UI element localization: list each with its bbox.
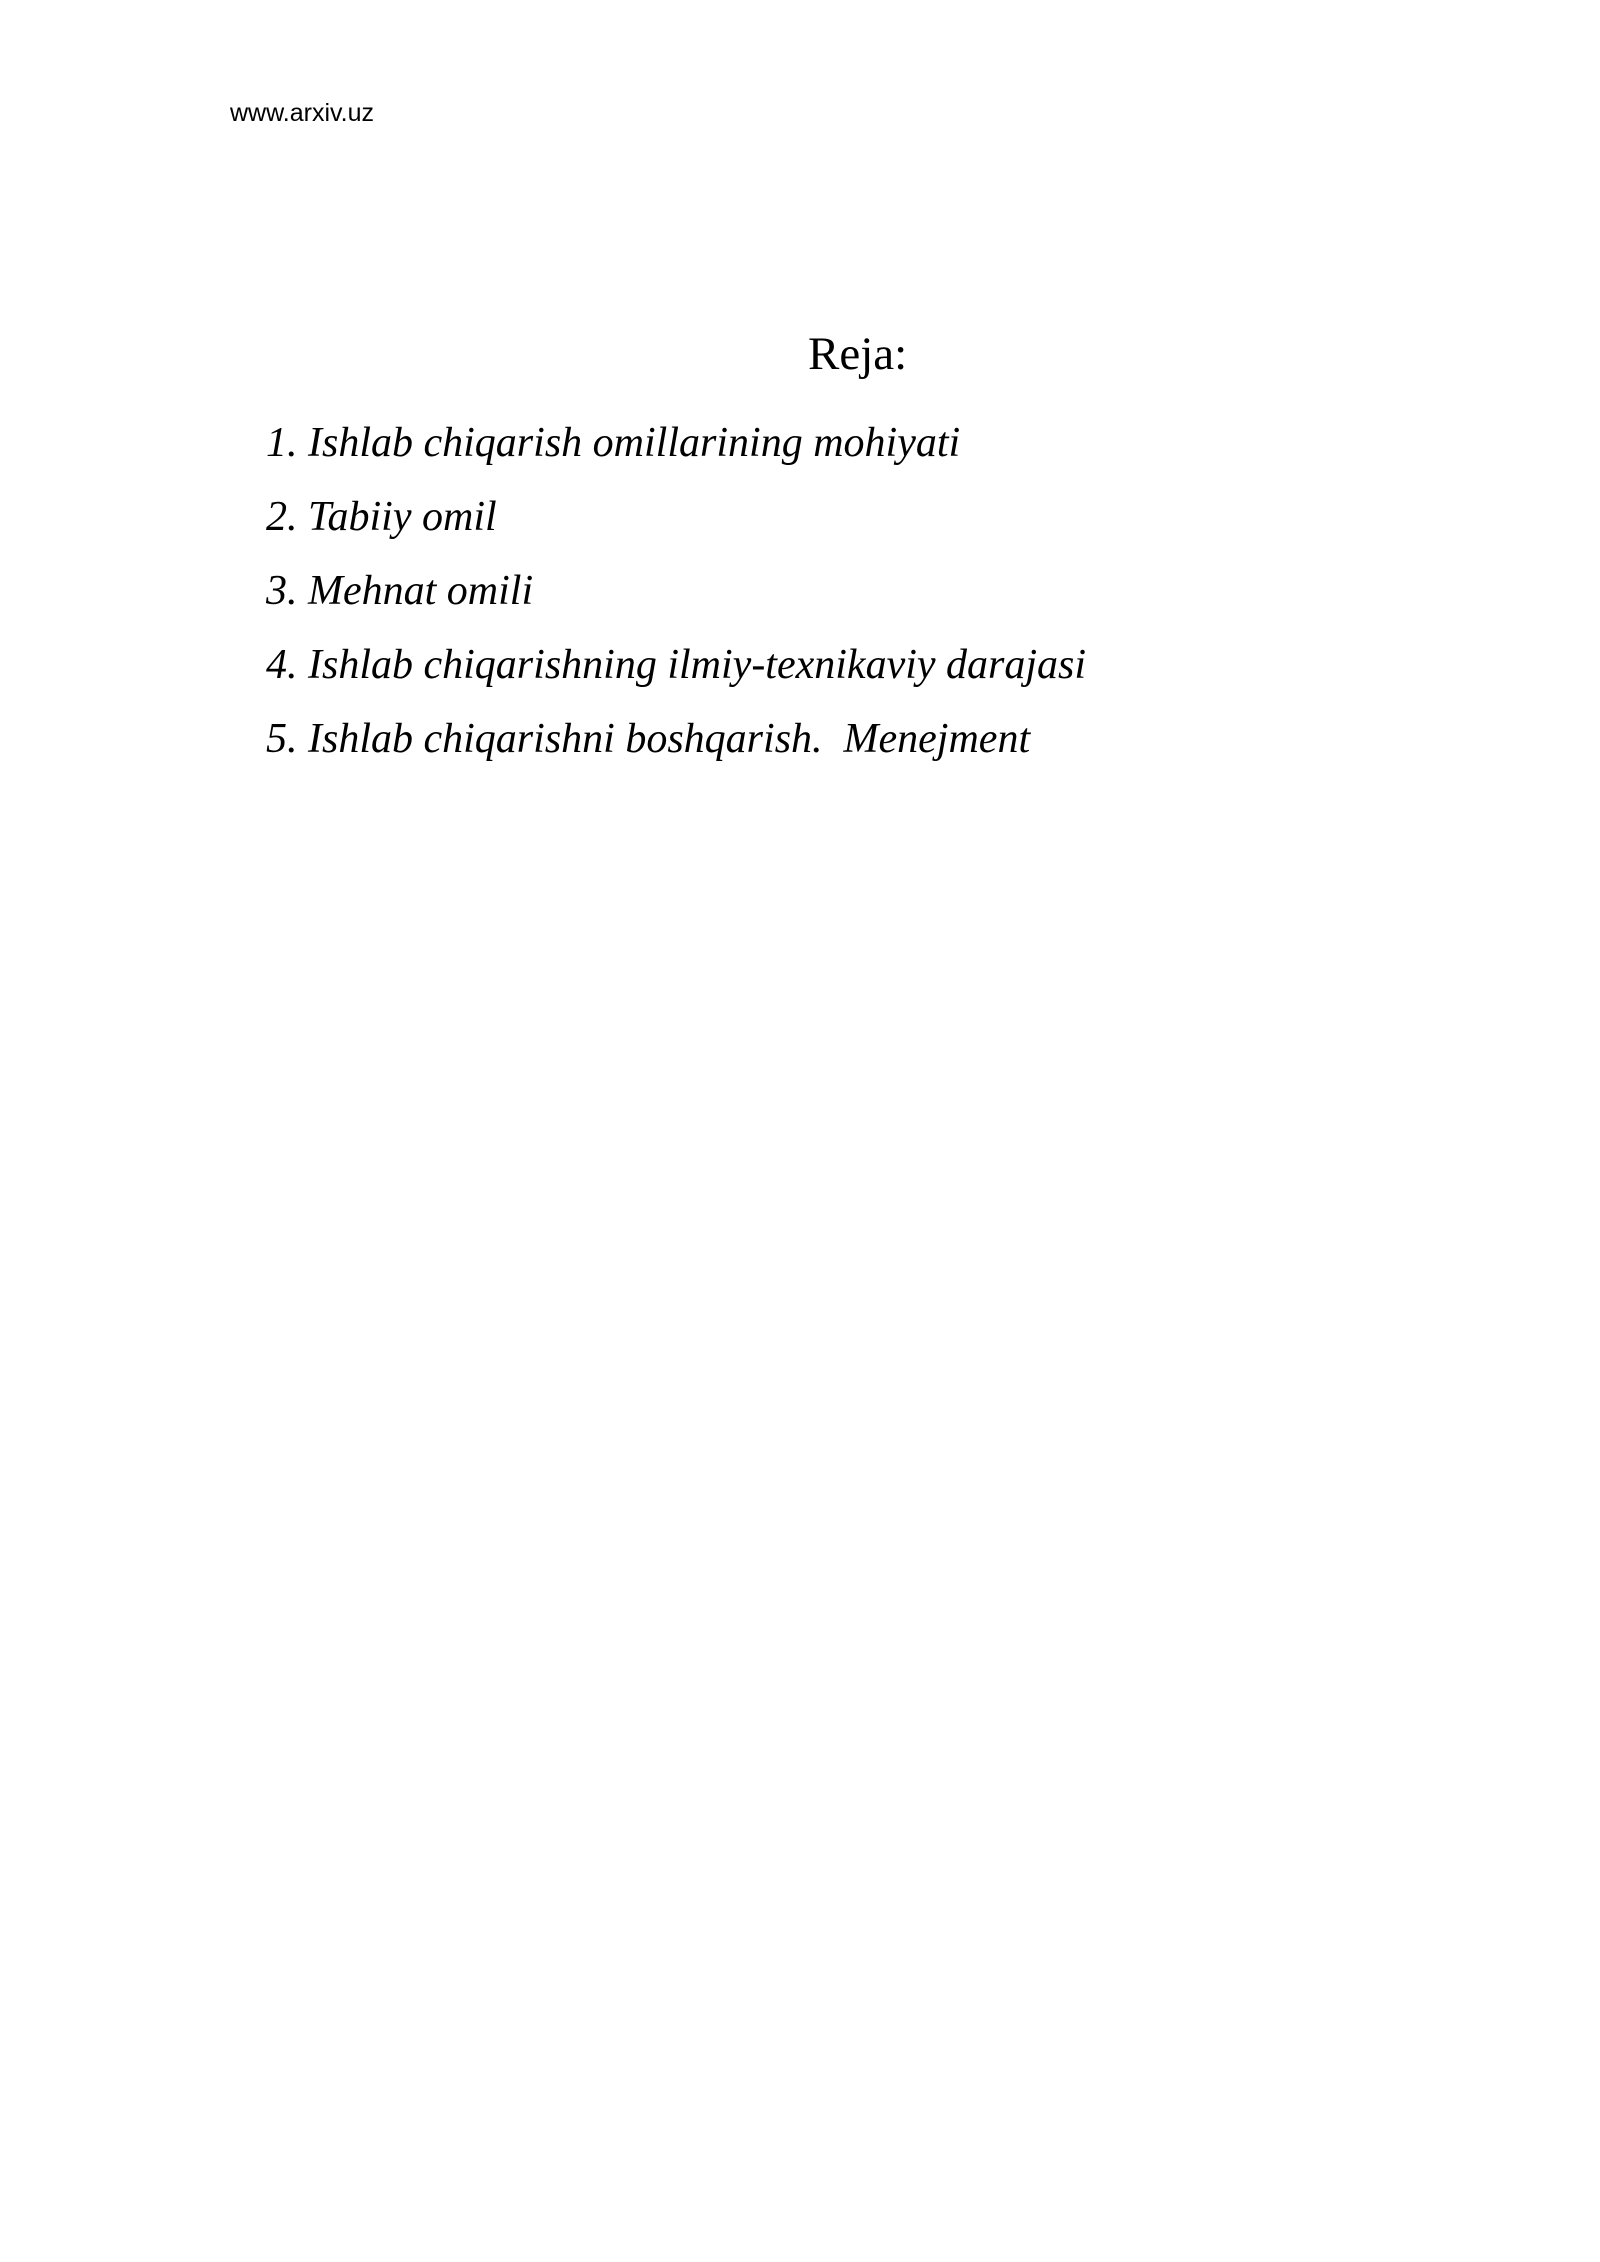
header-url: www.arxiv.uz [230,99,375,127]
plan-item [266,714,1466,788]
plan-item-number: 5. [266,716,308,762]
plan-item-text: Tabiiy omil [308,494,497,540]
plan-item-number: 3. [266,568,308,614]
plan-item-text: Ishlab chiqarishni boshqarish. Menejment [308,716,1031,762]
plan-item [266,640,1466,714]
plan-title: Reja: [808,328,908,380]
plan-item-number: 1. [266,420,308,466]
plan-list [266,418,1466,788]
plan-item-text: Ishlab chiqarishning ilmiy-texnikaviy darajasi [308,642,1087,688]
plan-item-text: Ishlab chiqarish omillarining mohiyati [308,420,961,466]
plan-item-text: Mehnat omili [308,568,534,614]
plan-item [266,418,1466,492]
plan-item [266,492,1466,566]
plan-item-number: 4. [266,642,308,688]
plan-item-number: 2. [266,494,308,540]
plan-item [266,566,1466,640]
